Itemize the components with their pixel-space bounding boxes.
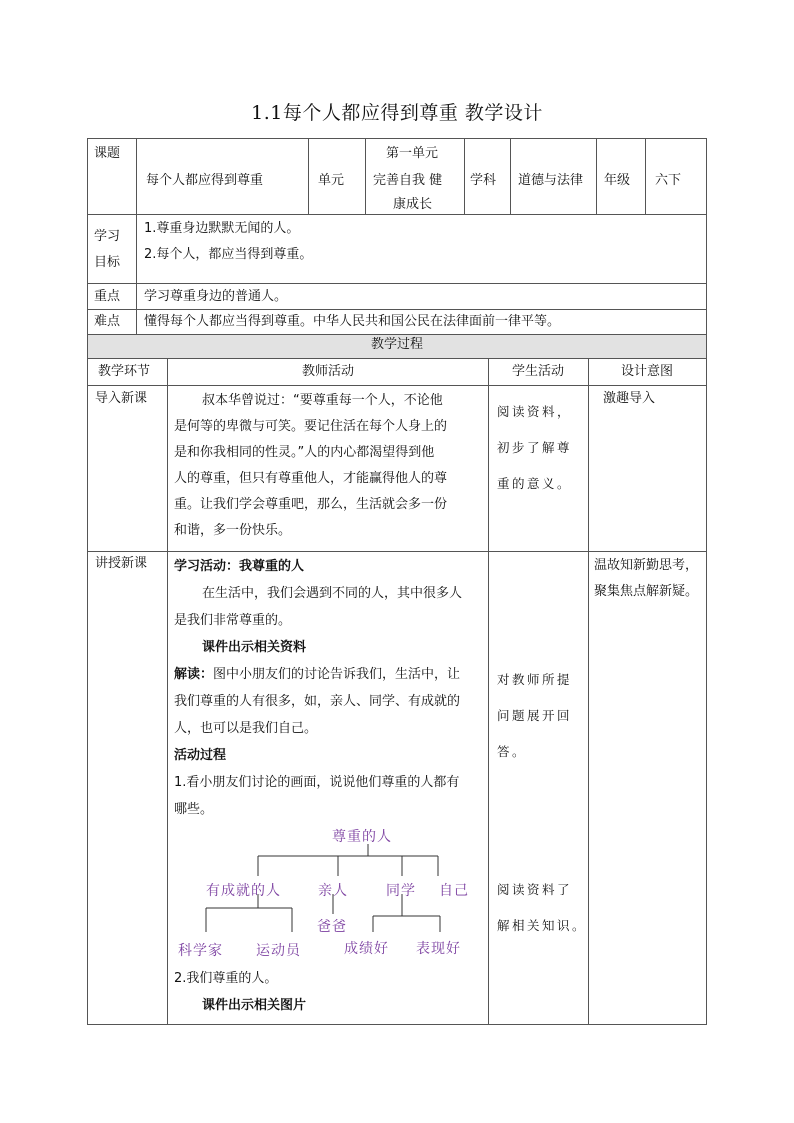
table-rule <box>87 214 707 215</box>
course-label: 课题 <box>94 146 121 161</box>
table-rule <box>87 283 707 284</box>
table-rule <box>645 138 646 214</box>
explain-line: 人，也可以是我们自己。 <box>174 721 318 736</box>
table-rule <box>87 309 707 310</box>
step1-line: 哪些。 <box>174 802 214 817</box>
table-rule <box>588 358 589 1025</box>
process-label: 活动过程 <box>174 748 227 763</box>
goals-label-line-2: 目标 <box>94 255 121 270</box>
column-header: 教师活动 <box>301 364 354 379</box>
student-line: 解相关知识。 <box>497 918 588 933</box>
table-rule <box>464 138 465 214</box>
diagram-node: 同学 <box>386 883 416 899</box>
grade-label: 年级 <box>604 173 631 188</box>
table-border-bottom <box>87 1024 707 1025</box>
student-line: 阅读资料了 <box>497 882 573 897</box>
explain-line: 我们尊重的人有很多，如，亲人、同学、有成就的 <box>174 694 461 709</box>
student-line: 重的意义。 <box>497 476 573 491</box>
explain-line: 图中小朋友们的讨论告诉我们，生活中，让 <box>213 667 461 682</box>
unit-line-2: 完善自我 健 <box>373 173 443 188</box>
table-border-top <box>87 138 707 139</box>
table-rule <box>87 334 707 335</box>
pictures-heading <box>202 997 306 1015</box>
teacher-line: 和谐，多一份快乐。 <box>174 523 292 538</box>
table-rule <box>510 138 511 214</box>
table-rule <box>87 551 707 552</box>
table-border-right <box>706 138 707 1025</box>
difficulty-value: 懂得每个人都应当得到尊重。中华人民共和国公民在法律面前一律平等。 <box>144 314 561 329</box>
student-line: 阅读资料， <box>497 404 573 419</box>
subject-value: 道德与法律 <box>518 173 584 188</box>
table-border-left <box>87 138 88 1025</box>
step2-line: 2.我们尊重的人。 <box>174 971 278 986</box>
unit-line-3: 康成长 <box>393 197 433 212</box>
student-line: 问题展开回 <box>497 708 573 723</box>
intro-line: 在生活中，我们会遇到不同的人，其中很多人 <box>202 586 463 601</box>
student-activity-text <box>497 394 572 502</box>
course-value: 每个人都应得到尊重 <box>146 173 264 188</box>
key-point-label: 重点 <box>94 289 121 304</box>
table-rule <box>136 138 137 334</box>
student-line: 初步了解尊 <box>497 440 573 455</box>
intro-line: 是我们非常尊重的。 <box>174 613 292 628</box>
column-header: 学生活动 <box>511 364 564 379</box>
goals-label-line-1: 学习 <box>94 229 121 244</box>
intent-line: 温故知新勤思考， <box>594 558 699 573</box>
diagram-node: 亲人 <box>318 883 348 899</box>
step1-line: 1.看小朋友们讨论的画面，说说他们尊重的人都有 <box>174 775 460 790</box>
diagram-node: 爸爸 <box>317 919 347 935</box>
diagram-node: 运动员 <box>256 943 301 959</box>
student-line: 对教师所提 <box>497 672 573 687</box>
teacher-line: 是何等的卑微与可笑。要记住活在每个人身上的 <box>174 419 448 434</box>
key-point-value: 学习尊重身边的普通人。 <box>144 289 288 304</box>
table-rule <box>596 138 597 214</box>
design-intent <box>594 553 698 605</box>
material-heading: 课件出示相关资料 <box>202 640 307 655</box>
difficulty-label: 难点 <box>94 314 121 329</box>
table-rule <box>488 358 489 1025</box>
activity-title: 学习活动：我尊重的人 <box>174 559 305 574</box>
process-header: 教学过程 <box>370 337 423 352</box>
diagram-node: 有成就的人 <box>206 883 281 899</box>
student-line: 答。 <box>497 744 528 759</box>
design-intent: 激趣导入 <box>603 391 656 406</box>
intent-line: 聚集焦点解新疑。 <box>594 584 699 599</box>
teacher-activity-text <box>174 553 462 823</box>
diagram-node: 自己 <box>439 883 469 899</box>
stage-label: 导入新课 <box>95 391 148 406</box>
unit-label: 单元 <box>318 173 345 188</box>
stage-label: 讲授新课 <box>95 556 148 571</box>
table-rule <box>365 138 366 214</box>
diagram-root: 尊重的人 <box>332 829 392 845</box>
subject-label: 学科 <box>470 173 497 188</box>
table-rule <box>87 385 707 386</box>
table-rule <box>308 138 309 214</box>
teacher-line: 叔本华曾说过：“要尊重每一个人，不论他 <box>202 393 443 408</box>
explain-label: 解读： <box>174 667 214 682</box>
goal-item: 1.尊重身边默默无闻的人。 <box>144 221 300 236</box>
pictures-heading-text: 课件出示相关图片 <box>202 998 307 1013</box>
table-rule <box>87 358 707 359</box>
unit-line-1: 第一单元 <box>386 146 439 161</box>
diagram-node: 成绩好 <box>344 941 389 957</box>
teacher-line: 重。让我们学会尊重吧，那么，生活就会多一份 <box>174 497 448 512</box>
grade-value: 六下 <box>655 173 682 188</box>
goal-item: 2.每个人，都应当得到尊重。 <box>144 247 313 262</box>
column-header: 教学环节 <box>98 364 151 379</box>
diagram-node: 科学家 <box>178 943 223 959</box>
student-activity-text <box>497 872 587 944</box>
teacher-line: 人的尊重，但只有尊重他人，才能赢得他人的尊 <box>174 471 448 486</box>
diagram-node: 表现好 <box>416 941 461 957</box>
column-header: 设计意图 <box>620 364 673 379</box>
student-activity-text <box>497 662 572 770</box>
page-title: 1.1每个人都应得到尊重 教学设计 <box>251 102 543 124</box>
teacher-line: 是和你我相同的性灵。”人的内心都渴望得到他 <box>174 445 435 460</box>
teacher-activity-text <box>174 388 447 544</box>
